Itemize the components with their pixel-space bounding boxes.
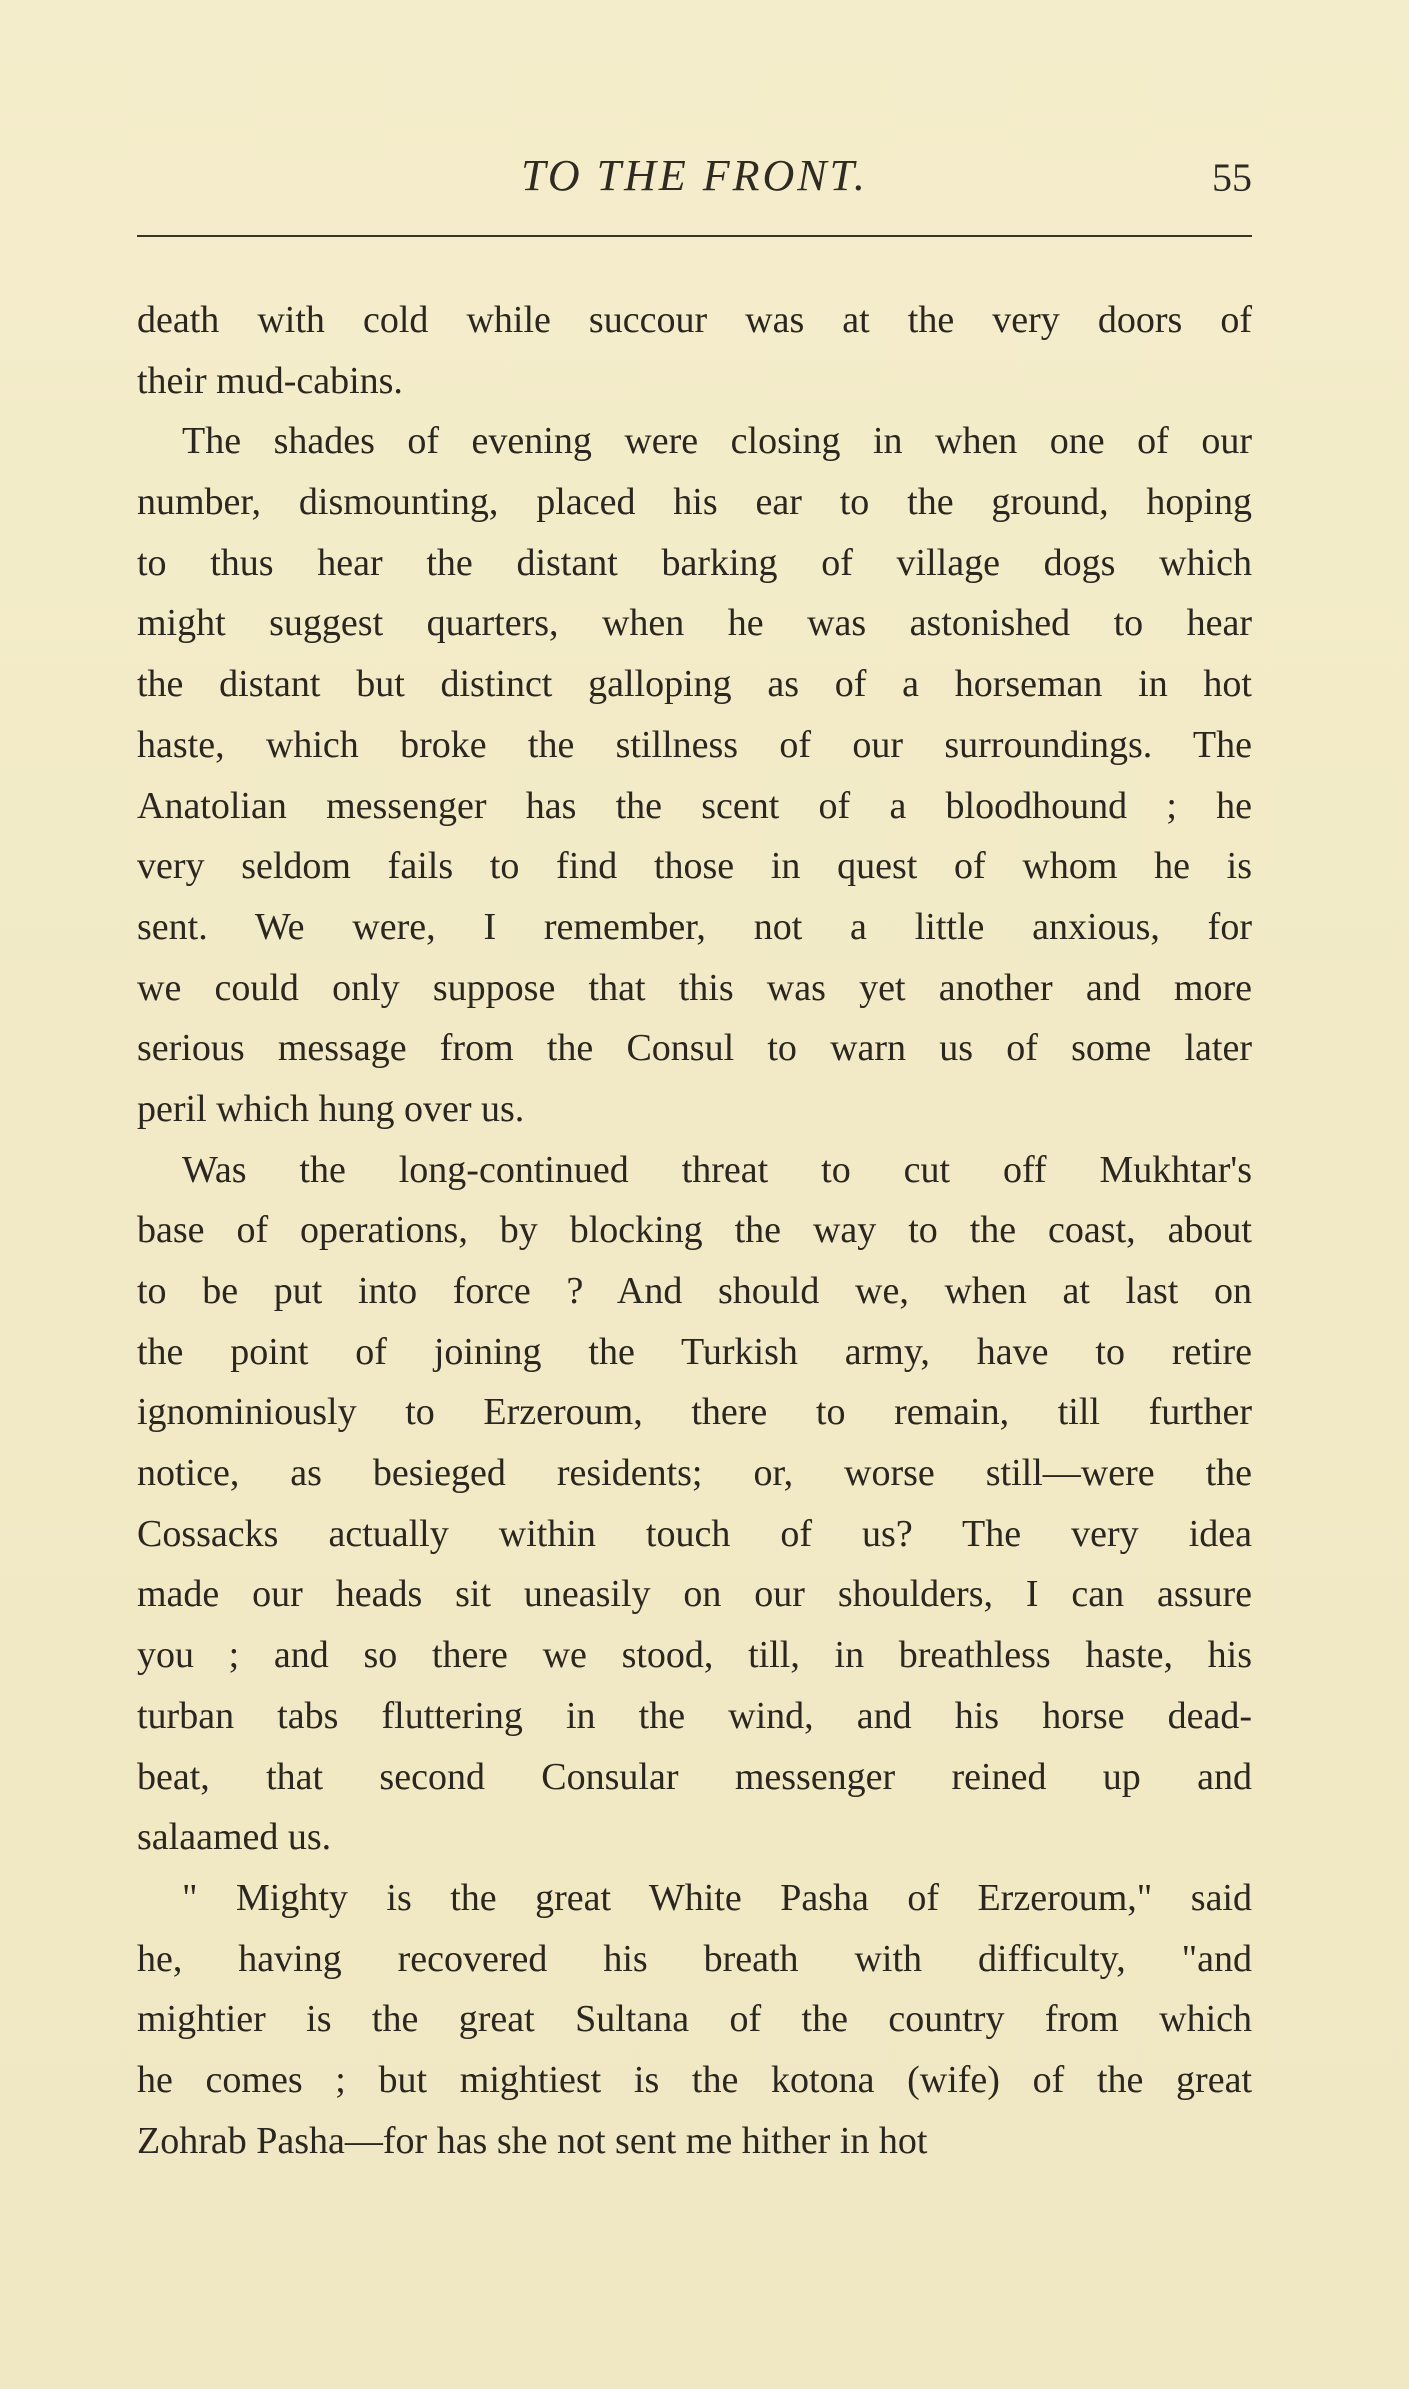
text-line: ignominiously to Erzeroum, there to remain, till further bbox=[137, 1391, 1252, 1434]
page-number: 55 bbox=[1212, 155, 1252, 200]
text-line: Cossacks actually within touch of us? The very idea bbox=[137, 1512, 1252, 1555]
text-line: mightier is the great Sultana of the country from which bbox=[137, 1998, 1252, 2041]
paragraph bbox=[137, 290, 1252, 411]
running-header bbox=[137, 150, 1252, 210]
text-line: Was the long-continued threat to cut off Mukhtar's bbox=[182, 1148, 1252, 1191]
text-line: salaamed us. bbox=[137, 1816, 332, 1859]
header-rule bbox=[137, 235, 1252, 237]
paragraph bbox=[137, 1868, 1252, 2171]
paragraph bbox=[137, 1140, 1252, 1868]
body-text bbox=[137, 290, 1252, 2171]
text-line: death with cold while succour was at the very doors of bbox=[137, 299, 1252, 341]
text-line: turban tabs fluttering in the wind, and his horse dead- bbox=[137, 1694, 1252, 1737]
text-line: their mud-cabins. bbox=[137, 359, 403, 402]
text-line: haste, which broke the stillness of our surroundings. The bbox=[137, 723, 1252, 766]
text-line: serious message from the Consul to warn us of some later bbox=[137, 1027, 1252, 1070]
text-line: we could only suppose that this was yet another and more bbox=[137, 966, 1252, 1009]
text-line: the distant but distinct galloping as of a horseman in hot bbox=[137, 663, 1252, 706]
text-line: made our heads sit uneasily on our shoulders, I can assure bbox=[137, 1573, 1252, 1616]
text-line: might suggest quarters, when he was astonished to hear bbox=[137, 602, 1252, 645]
text-line: he, having recovered his breath with difficulty, "and bbox=[137, 1937, 1252, 1980]
text-line: very seldom fails to find those in quest of whom he is bbox=[137, 845, 1252, 888]
text-line: notice, as besieged residents; or, worse still—were the bbox=[137, 1452, 1252, 1495]
text-line: you ; and so there we stood, till, in breathless haste, his bbox=[137, 1634, 1252, 1677]
text-line: number, dismounting, placed his ear to the ground, hoping bbox=[137, 481, 1252, 524]
text-line: the point of joining the Turkish army, have to retire bbox=[137, 1330, 1252, 1373]
text-line: to be put into force ? And should we, when at last on bbox=[137, 1270, 1252, 1312]
paragraph bbox=[137, 411, 1252, 1139]
text-line: " Mighty is the great White Pasha of Erzeroum," said bbox=[182, 1876, 1252, 1919]
chapter-title: TO THE FRONT. bbox=[521, 151, 868, 200]
text-line: beat, that second Consular messenger reined up and bbox=[137, 1755, 1252, 1798]
text-line: he comes ; but mightiest is the kotona (wife) of the great bbox=[137, 2058, 1252, 2101]
text-line: sent. We were, I remember, not a little anxious, for bbox=[137, 905, 1252, 948]
text-line: Anatolian messenger has the scent of a bloodhound ; he bbox=[137, 784, 1252, 827]
text-line: to thus hear the distant barking of village dogs which bbox=[137, 541, 1252, 584]
text-line: Zohrab Pasha—for has she not sent me hither in hot bbox=[137, 2119, 928, 2162]
text-line: peril which hung over us. bbox=[137, 1087, 525, 1130]
text-line: The shades of evening were closing in when one of our bbox=[182, 420, 1252, 463]
text-line: base of operations, by blocking the way to the coast, about bbox=[137, 1209, 1252, 1252]
